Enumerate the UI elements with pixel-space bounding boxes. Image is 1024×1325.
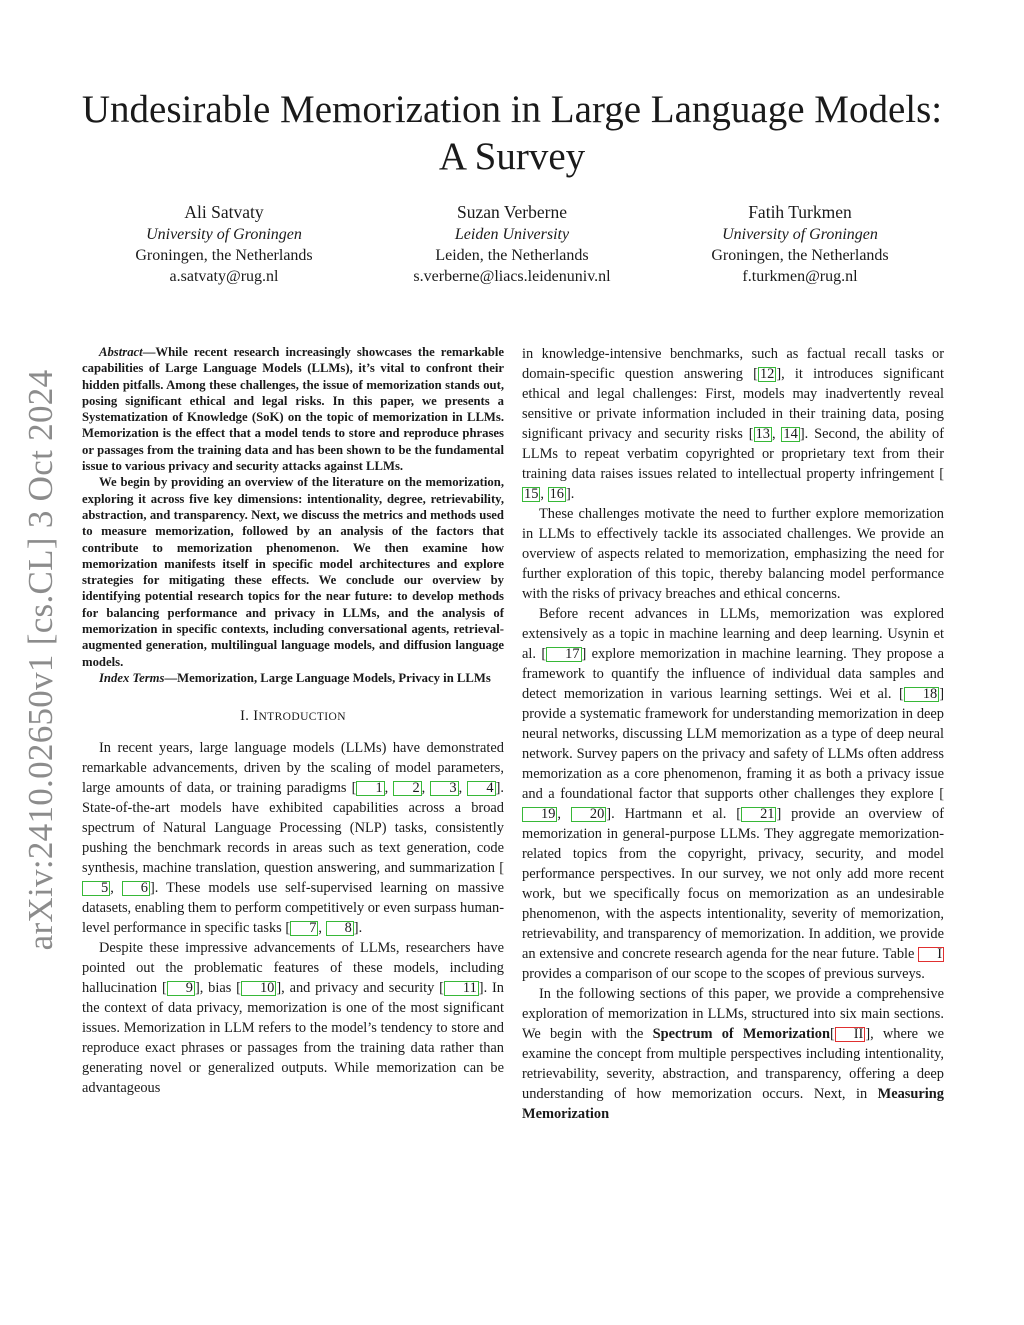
left-column [82,344,504,1098]
author-location: Groningen, the Netherlands [135,247,313,264]
author-block [80,201,944,287]
intro-paragraph-1: In recent years, large language models (LLMs) have demonstrated remarkable advancements, driven by the scaling of model parameters, large amounts of data, or training paradigms [ 1 , 2 , 3 , 4 ]. State-of-the-art models have exhibited capabilities across a broad spectrum of Natural Language Processing (NLP) tasks, consistently pushing the benchmark records in areas such as text generation, code synthesis, machine translation, question answering, and summarization [5 , 6 ]. These models use self-supervised learning on massive datasets, enabling them to perform competitively or even surpass human-level performance in specific tasks [ 7 , 8 ]. [82,740,505,937]
abstract-label: Abstract [99,345,143,359]
intro-paragraph-2-cont: in knowledge-intensive benchmarks, such as factual recall tasks or domain-specific question answering [ 12 ], it introduces significant ethical and legal challenges: First, models may inadvertently reveal sensitive or private information included in their training data, posing significant privacy and security risks [ 13 , 14 ]. Second, the ability of LLMs to repeat verbatim copyrighted or proprietary text from their training data raises issues related to intellectual property infringement [15 , 16 ]. [522,346,944,502]
author-location: Leiden, the Netherlands [435,247,589,264]
citation-link[interactable]: 11 [444,981,479,996]
citation-link[interactable]: 18 [904,687,939,702]
citation-link[interactable]: 12 [759,366,775,382]
author-email[interactable]: a.satvaty@rug.nl [169,268,279,285]
citation-link[interactable]: 15 [524,486,539,502]
citation-link[interactable]: 7 [290,921,318,936]
citation-link[interactable]: 17 [546,647,581,662]
author-3 [656,201,944,287]
author-affiliation: University of Groningen [146,226,302,243]
intro-paragraph-5: In the following sections of this paper, we provide a comprehensive exploration of memorization in LLMs, structured into six main sections. We begin with the Spectrum of Memorization[ II ], where we examine the concept from multiple perspectives including intentionality, retrievability, severity, abstraction, and transparency, offering a deep understanding of how memorization occurs. Next, in Measuring Memorization [522,986,944,1122]
author-name: Ali Satvaty [184,202,264,222]
author-affiliation: University of Groningen [722,226,878,243]
right-column [522,344,944,1124]
paper-title: Undesirable Memorization in Large Language Models: A Survey [81,88,943,178]
citation-link[interactable]: 1 [356,781,384,796]
citation-link[interactable]: 5 [82,881,110,896]
author-location: Groningen, the Netherlands [711,247,889,264]
author-name: Suzan Verberne [457,202,567,222]
author-1 [80,201,368,287]
abstract [82,344,504,686]
citation-link[interactable]: 6 [122,881,150,896]
citation-link[interactable]: 3 [430,781,458,796]
abstract-paragraph-2: We begin by providing an overview of the literature on the memorization, exploring it across five key dimensions: intentionality, degree, retrievability, abstraction, and transparency. Next, we discuss the metrics and methods used to measure memorization, followed by an analysis of the factors that contribute to memorization phenomenon. We then examine how memorization manifests itself in specific model architectures and explore strategies for mitigating these effects. We conclude our overview by identifying potential research topics for the near future: to develop methods for balancing performance and privacy in LLMs, and the analysis of memorization in specific contexts, including conversational agents, retrieval-augmented generation, multilingual language models, and diffusion language models. [82,475,504,669]
author-affiliation: Leiden University [454,226,570,243]
author-2 [368,201,656,287]
table-reference-link[interactable]: I [918,947,944,962]
intro-paragraph-2: Despite these impressive advancements of LLMs, researchers have pointed out the problematic features of these models, including hallucination [ 9 ], bias [ 10 ], and privacy and security [ 11 ]. In the context of data privacy, memorization is one of the most significant issues. Memorization in LLM refers to the model’s tendency to store and reproduce exact phrases or passages from the training data rather than generating novel or generalized outputs. While memorization can be advantageous [82,940,504,1097]
citation-link[interactable]: 8 [326,921,354,936]
citation-link[interactable]: 4 [467,781,495,796]
citation-link[interactable]: 14 [783,426,798,442]
index-terms-label: Index Terms [99,670,165,685]
abstract-paragraph-1: Abstract—While recent research increasingly showcases the remarkable capabilities of Large Language Models (LLMs), it’s vital to confront their hidden pitfalls. Among these challenges, the issue of memorization stands out, posing significant ethical and legal risks. In this paper, we presents a Systematization of Knowledge (SoK) on the topic of memorization in LLMs. Memorization is the effect that a model tends to store and reproduce phrases or passages from the training data and has been shown to be the fundamental issue to various privacy and security attacks against LLMs. [82,345,504,474]
citation-link[interactable]: 20 [571,807,606,822]
arxiv-identifier: arXiv:2410.02650v1 [cs.CL] 3 Oct 2024 [21,369,60,951]
author-name: Fatih Turkmen [748,202,852,222]
section-reference-link[interactable]: II [835,1027,866,1042]
citation-link[interactable]: 2 [393,781,421,796]
citation-link[interactable]: 13 [755,426,770,442]
index-terms: Index Terms—Memorization, Large Language Models, Privacy in LLMs [99,670,491,685]
citation-link[interactable]: 19 [522,807,557,822]
intro-paragraph-4: Before recent advances in LLMs, memorization was explored extensively as a topic in machine learning and deep learning. Usynin et al. [ 17 ] explore memorization in machine learning. They propose a framework to quantify the influence of individual data samples and detect memorization in various learning settings. Wei et al. [ 18 ] provide a systematic framework for understanding memorization in deep neural networks, discussing LLM memorization as a type of deep neural network. Survey papers on the privacy and safety of LLMs often address memorization as a core phenomenon, framing it as both a privacy issue and a foundational factor that supports other challenges they explore [19 , 20 ]. Hartmann et al. [ 21 ] provide an overview of memorization in general-purpose LLMs. They aggregate memorization-related topics from the copyright, privacy, security, and model performance perspectives. In our survey, we not only add more recent work, but we specifically focus on memorization as an undesirable phenomenon, with the aspects intentionality, severity of memorization, retrievability, and transparency of memorization. In addition, we provide an extensive and concrete research agenda for the near future. Table I provides a comparison of our scope to the scopes of previous surveys. [522,606,945,982]
author-email[interactable]: f.turkmen@rug.nl [742,268,858,285]
author-email[interactable]: s.verberne@liacs.leidenuniv.nl [413,268,611,285]
intro-paragraph-3: These challenges motivate the need to further explore memorization in LLMs to effectively tackle its associated challenges. We provide an overview of aspects related to memorization, emphasizing the need for further exploration of this topic, thereby balancing model performance with the risks of privacy breaches and ethical concerns. [522,506,944,602]
citation-link[interactable]: 16 [549,486,564,502]
citation-link[interactable]: 9 [167,981,195,996]
section-heading-introduction: I. INTRODUCTION [240,708,346,725]
citation-link[interactable]: 10 [241,981,276,996]
citation-link[interactable]: 21 [741,807,776,822]
